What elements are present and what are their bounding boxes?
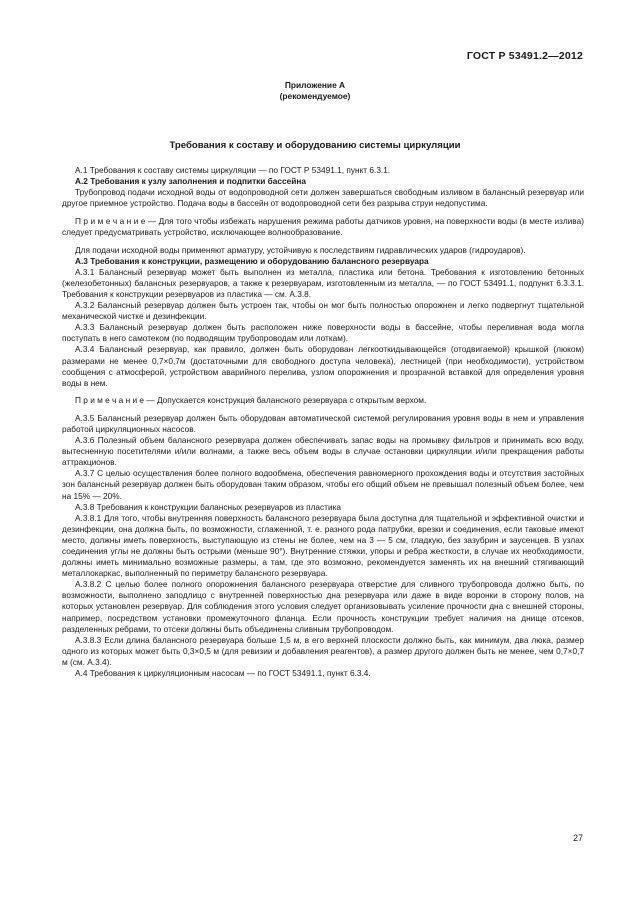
paragraph-hydraulic: Для подачи исходной воды применяют арматуру, устойчивую к последствиям гидравлических ударов (гидроударов).: [75, 244, 526, 255]
paragraph-a3-8-2: А.3.8.2 С целью более полного опорожнения балансного резервуара отверстие для сливного трубопровода должно быть, по возможности, выполнено заподлицо с внутренней поверхностью дна резервуара или даже в виде воронки в сторону полов, на которых установлен резервуар. Для соблюдения этого условия следует организовывать усиление прочности дна с внешней стороны, например, посредством установки промежуточного фланца. Если прочность конструкции требует наличия на днище отсеков, разделенных ребрами, то отсеки должны быть объединены сливным трубопроводом.: [62, 579, 584, 634]
paragraph-a3-2: А.3.2 Балансный резервуар должен быть устроен так, чтобы он мог быть полностью опорожнен и легко подвергнут тщательной механической чистке и дезинфекции.: [62, 300, 584, 322]
note-1: П р и м е ч а н и е — Для того чтобы избежать нарушения режима работы датчиков уровня, на поверхности воды (в месте излива) следует предусматривать устройство, исключающее волнообразование.: [62, 215, 584, 237]
appendix-type: (рекомендуемое): [279, 91, 351, 101]
note-2: П р и м е ч а н и е — Допускается конструкция балансного резервуара с открытым верхом.: [75, 395, 427, 406]
paragraph-a2-text: Трубопровод подачи исходной воды от водопроводной сети должен завершаться свободным изливом в балансный резервуар или другое приемное устройство. Подача воды в бассейн от водопроводной сети без разрыва струи недопустима.: [62, 187, 584, 209]
paragraph-a3-1: А.3.1 Балансный резервуар может быть выполнен из металла, пластика или бетона. Требования к изготовлению бетонных (железобетонных) балансных резервуаров, а также к резервуарам, изготовленным из металла, — по ГОСТ 53491.1, подпункт 6.3.3.1. Требования к конструкции резервуаров из пластика — см. А.3.8.: [62, 266, 584, 299]
appendix-label: Приложение А: [284, 80, 346, 90]
paragraph-a3-5: А.3.5 Балансный резервуар должен быть оборудован автоматической системой регулирования уровня воды в нем и управления работой циркуляционных насосов.: [62, 412, 584, 434]
page-number: 27: [572, 833, 583, 843]
document-body: [62, 165, 584, 679]
section-title: Требования к составу и оборудованию системы циркуляции: [169, 140, 461, 151]
paragraph-a4: А.4 Требования к циркуляционным насосам — по ГОСТ 53491.1, пункт 6.3.4.: [75, 668, 371, 679]
paragraph-a3-3: А.3.3 Балансный резервуар должен быть расположен ниже поверхности воды в бассейне, чтобы переливная вода могла поступать в него самотеком (по подводящим трубопроводам или лоткам).: [62, 322, 584, 344]
heading-a3: А.3 Требования к конструкции, размещению и оборудованию балансного резервуара: [75, 255, 429, 266]
paragraph-a1: А.1 Требования к составу системы циркуляции — по ГОСТ Р 53491.1, пункт 6.3.1.: [75, 165, 391, 175]
paragraph-a3-4: А.3.4 Балансный резервуар, как правило, должен быть оборудован легкооткидывающейся (отодвигаемой) крышкой (люком) размерами не менее 0,7×0,7м (достаточными для свободного доступа человека), лестницей (при необходимости), устройством сообщения с атмосферой, устройством аварийного перелива, узлом опорожнения и прозрачной вставкой для определения уровня воды в нем.: [62, 344, 584, 388]
appendix-heading: [0, 80, 630, 102]
paragraph-a3-8: А.3.8 Требования к конструкции балансных резервуаров из пластика: [75, 501, 342, 512]
paragraph-a3-8-3: А.3.8.3 Если длина балансного резервуара больше 1,5 м, в его верхней плоскости должно быть, как минимум, два люка, размер одного из которых может быть 0,3×0,5 м (для ревизии и добавления реагентов), а размер другого должен быть не менее, чем 0,7×0,7 м (см. А.3.4).: [62, 634, 584, 667]
paragraph-a3-6: А.3.6 Полезный объем балансного резервуара должен обеспечивать запас воды на промывку фильтров и принимать всю воду, вытесненную посетителями и/или волнами, а также весь объем воды в случае остановки циркуляции и/или прекращения работы аттракционов.: [62, 435, 584, 468]
paragraph-a3-7: А.3.7 С целью осуществления более полного водообмена, обеспечения равномерного прохождения воды и отсутствия застойных зон балансный резервуар должен быть оборудован таким образом, чтобы его общий объем не превышал полезный объем более, чем на 15% — 20%.: [62, 468, 584, 501]
document-header: ГОСТ Р 53491.2—2012: [466, 50, 583, 62]
paragraph-a3-8-1: А.3.8.1 Для того, чтобы внутренняя поверхность балансного резервуара была доступна для тщательной и эффективной очистки и дезинфекции, она должна быть, по возможности, сглаженной, т. е. разного рода патрубки, врезки и соединения, если таковые имеют место, должны иметь поверхность, выступающую из стены не более, чем на 3 — 5 см, гладкую, без зазубрин и заусенцев. В узлах соединения углы не должны быть острыми (меньше 90°). Внутренние стяжки, упоры и ребра жесткости, в случае их необходимости, должны иметь минимально возможные размеры, а там, где это возможно, рекомендуется заменять их на внешний стягивающий металлокаркас, выполненный по периметру балансного резервуара.: [62, 512, 584, 579]
heading-a2: А.2 Требования к узлу заполнения и подпитки бассейна: [75, 176, 306, 187]
